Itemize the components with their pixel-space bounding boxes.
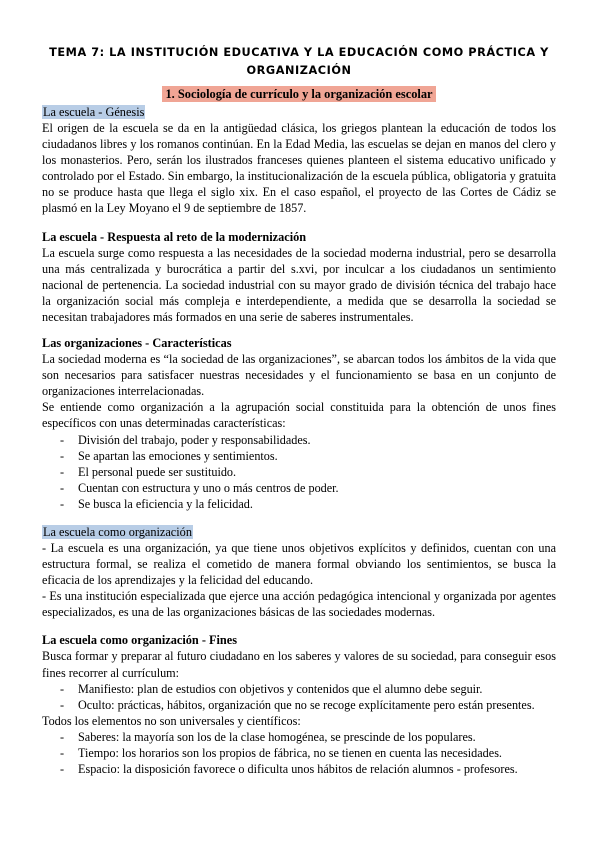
list-item: - Manifiesto: plan de estudios con objetivos y contenidos que el alumno debe seguir.	[60, 681, 556, 697]
genesis-heading: La escuela - Génesis	[43, 105, 145, 119]
title-line-1: TEMA 7: LA INSTITUCIÓN EDUCATIVA Y LA EDUCACIÓN COMO PRÁCTICA Y	[49, 46, 549, 59]
elementos-list	[42, 729, 556, 777]
list-item: - Oculto: prácticas, hábitos, organización que no se recoge explícitamente pero están presentes.	[60, 697, 556, 713]
curriculum-list	[42, 681, 556, 713]
list-item: - División del trabajo, poder y responsabilidades.	[60, 432, 556, 448]
list-item: - Cuentan con estructura y uno o más centros de poder.	[60, 480, 556, 496]
fines-paragraph-2: Todos los elementos no son universales y científicos:	[42, 713, 301, 728]
list-item: - Se apartan las emociones y sentimientos.	[60, 448, 556, 464]
list-item: - Saberes: la mayoría son los de la clase homogénea, se prescinde de los populares.	[60, 729, 556, 745]
reto-paragraph: La escuela surge como respuesta a las necesidades de la sociedad moderna industrial, pero se desarrolla una más centralizada y burocrática a partir del s.xvi, por inculcar a los ciudadanos un sentimiento nacional de pertenencia. La sociedad industrial con su mayor grado de división técnica del trabajo hace la organización social más compleja e interdependiente, a medida que se desarrolla la sociedad se necesitan trabajadores más formados en una serie de saberes instrumentales.	[42, 245, 556, 324]
caracteristicas-list	[42, 432, 556, 512]
document-title	[42, 44, 556, 80]
como-organizacion-paragraph-2: - Es una institución especializada que ejerce una acción pedagógica intencional y organizada por agentes especializados, es una de las organizaciones básicas de las sociedades modernas.	[42, 589, 556, 620]
section-heading	[42, 86, 556, 102]
list-item: - El personal puede ser sustituido.	[60, 464, 556, 480]
genesis-paragraph: El origen de la escuela se da en la antigüedad clásica, los griegos plantean la educación de todos los ciudadanos libres y los romanos continúan. En la Edad Media, las escuelas se dejan en manos del clero y los monasterios. Pero, serán los ilustrados franceses quienes planteen el sistema educativo unificado y controlado por el Estado. Sin embargo, la institucionalización de la escuela pública, obligatoria y gratuita no se produce hasta que llega el siglo xix. En el caso español, el proyecto de las Cortes de Cádiz se plasmó en la Ley Moyano el 9 de septiembre de 1857.	[42, 121, 556, 216]
document-page	[42, 44, 556, 777]
organizaciones-heading: Las organizaciones - Características	[42, 336, 232, 351]
section-heading-text: 1. Sociología de currículo y la organización escolar	[162, 86, 435, 102]
reto-heading: La escuela - Respuesta al reto de la modernización	[42, 229, 307, 244]
organizaciones-paragraph-1: La sociedad moderna es “la sociedad de las organizaciones”, se abarcan todos los ámbitos de la vida que son necesarios para satisfacer nuestras necesidades y el funcionamiento se basa en un conjunto de organizaciones interrelacionadas.	[42, 352, 556, 399]
fines-paragraph-1: Busca formar y preparar al futuro ciudadano en los saberes y valores de su sociedad, para conseguir esos fines recorrer al currículum:	[42, 649, 556, 680]
como-organizacion-heading: La escuela como organización	[43, 524, 192, 539]
list-item: - Se busca la eficiencia y la felicidad.	[60, 496, 556, 512]
como-organizacion-paragraph-1: - La escuela es una organización, ya que tiene unos objetivos explícitos y definidos, cuentan con una estructura formal, se realiza el cometido de manera formal obviando los sentimientos, se busca la eficacia de los aprendizajes y la felicidad del educando.	[42, 540, 556, 588]
list-item: - Espacio: la disposición favorece o dificulta unos hábitos de relación alumnos - profesores.	[60, 761, 556, 777]
title-line-2: ORGANIZACIÓN	[246, 64, 352, 77]
list-item: - Tiempo: los horarios son los propios de fábrica, no se tienen en cuenta las necesidades.	[60, 745, 556, 761]
fines-heading: La escuela como organización - Fines	[42, 633, 238, 648]
organizaciones-paragraph-2: Se entiende como organización a la agrupación social constituida para la obtención de unos fines específicos con unas determinadas características:	[42, 400, 556, 431]
